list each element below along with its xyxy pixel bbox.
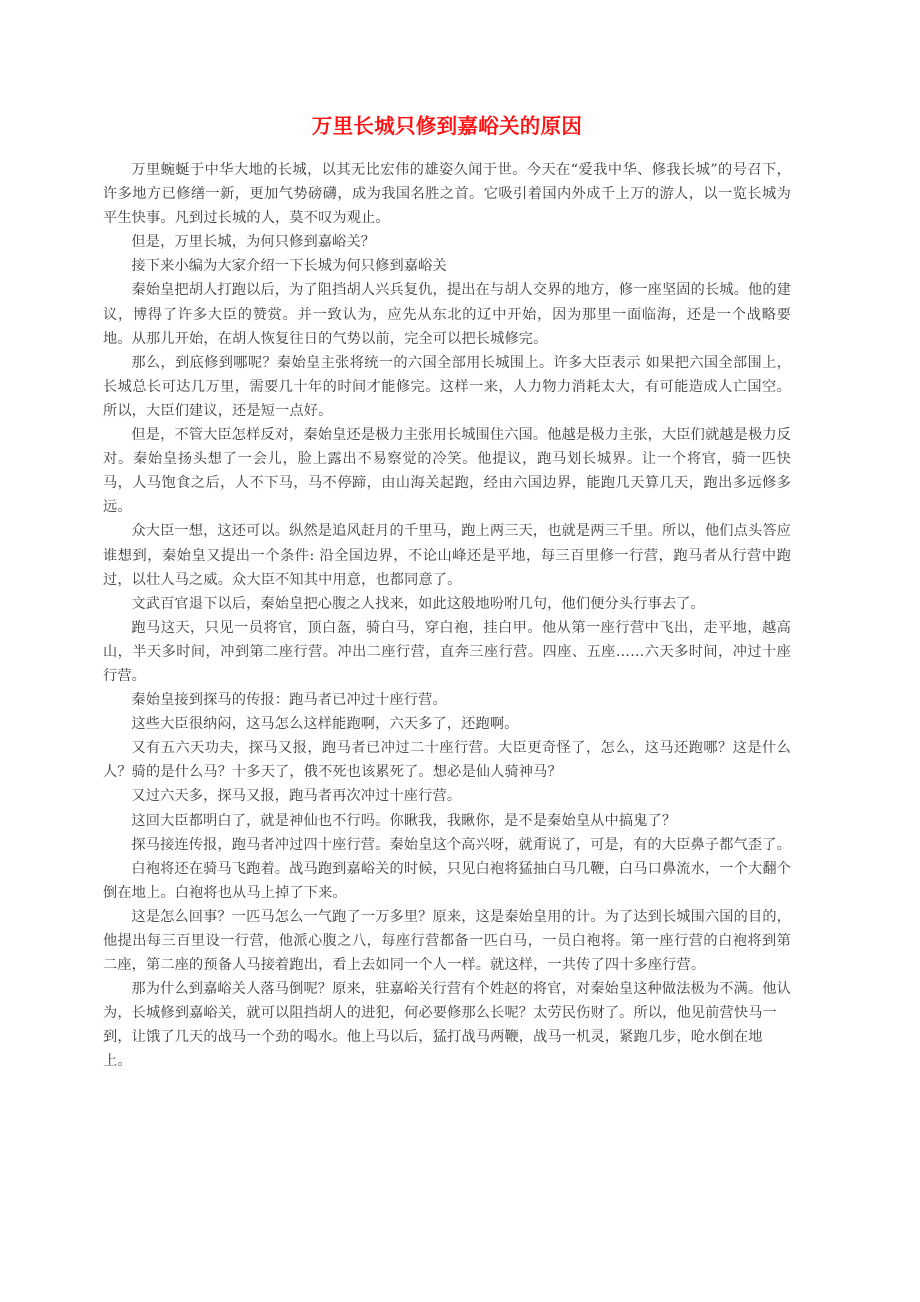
- paragraph: 白袍将还在骑马飞跑着。战马跑到嘉峪关的时候，只见白袍将猛抽白马几鞭，白马口鼻流水，一个大翻个倒在地上。白袍将也从马上掉了下来。: [103, 860, 791, 901]
- paragraph: 万里蜿蜒于中华大地的长城，以其无比宏伟的雄姿久闻于世。今天在“爱我中华、修我长城”的号召下，许多地方已修缮一新，更加气势磅礴，成为我国名胜之首。它吸引着国内外成千上万的游人，以一览长城为平生快事。凡到过长城的人，莫不叹为观止。: [103, 162, 791, 227]
- page-title: 万里长城只修到嘉峪关的原因: [311, 114, 583, 138]
- paragraph: 接下来小编为大家介绍一下长城为何只修到嘉峪关: [131, 258, 447, 275]
- paragraph: 那为什么到嘉峪关人落马倒呢？原来，驻嘉峪关行营有个姓赵的将官，对秦始皇这种做法极为不满。他认为，长城修到嘉峪关，就可以阻挡胡人的进犯，何必要修那么长呢？太劳民伤财了。所以，他见前营快马一到，让饿了几天的战马一个劲的喝水。他上马以后，猛打战马两鞭，战马一机灵，紧跑几步，呛水倒在地上。: [103, 981, 791, 1070]
- document-body: [103, 0, 791, 1074]
- paragraph: 又过六天多，探马又报，跑马者再次冲过十座行营。: [131, 788, 462, 805]
- paragraph: 又有五六天功夫，探马又报，跑马者已冲过二十座行营。大臣更奇怪了，怎么，这马还跑哪？这是什么人？骑的是什么马？十多天了，俄不死也该累死了。想必是仙人骑神马？: [103, 740, 791, 781]
- paragraph: 文武百官退下以后，秦始皇把心腹之人找来，如此这般地吩咐几句，他们便分头行事去了。: [131, 595, 705, 612]
- paragraph: 探马接连传报，跑马者冲过四十座行营。秦始皇这个高兴呀，就甭说了，可是，有的大臣鼻子都气歪了。: [131, 836, 791, 853]
- paragraph: 但是，万里长城，为何只修到嘉峪关？: [131, 234, 376, 251]
- paragraph: 这些大臣很纳闷，这马怎么这样能跑啊，六天多了，还跑啊。: [131, 716, 519, 733]
- paragraph: 秦始皇接到探马的传报：跑马者已冲过十座行营。: [131, 692, 447, 709]
- paragraph: 那么，到底修到哪呢？秦始皇主张将统一的六国全部用长城围上。许多大臣表示 如果把六国全部围上，长城总长可达几万里，需要几十年的时间才能修完。这样一来，人力物力消耗太大，有可能造成人亡国空。所以，大臣们建议，还是短一点好。: [103, 354, 791, 419]
- article-content: [103, 158, 791, 1074]
- paragraph: 众大臣一想，这还可以。纵然是追风赶月的千里马，跑上两三天，也就是两三千里。所以，他们点头答应谁想到，秦始皇又提出一个条件: 沿全国边界，不论山峰还是平地，每三百里修一行营，跑马者从行营中跑过，以壮人马之威。众大臣不知其中用意，也都同意了。: [103, 523, 791, 588]
- paragraph: 秦始皇把胡人打跑以后，为了阻挡胡人兴兵复仇，提出在与胡人交界的地方，修一座坚固的长城。他的建议，博得了许多大臣的赞赏。并一致认为，应先从东北的辽中开始，因为那里一面临海，还是一个战略要地。从那儿开始，在胡人恢复往日的气势以前，完全可以把长城修完。: [103, 282, 791, 347]
- paragraph: 但是，不管大臣怎样反对，秦始皇还是极力主张用长城围住六国。他越是极力主张，大臣们就越是极力反对。秦始皇扬头想了一会儿，脸上露出不易察觉的冷笑。他提议，跑马划长城界。让一个将官，骑一匹快马，人马饱食之后，人不下马，马不停蹄，由山海关起跑，经由六国边界，能跑几天算几天，跑出多远修多远。: [103, 427, 791, 516]
- paragraph: 跑马这天，只见一员将官，顶白盔，骑白马，穿白袍，挂白甲。他从第一座行营中飞出，走平地，越高山，半天多时间，冲到第二座行营。冲出二座行营，直奔三座行营。四座、五座……六天多时间，冲过十座行营。: [103, 619, 791, 684]
- paragraph: 这回大臣都明白了，就是神仙也不行吗。你瞅我，我瞅你，是不是秦始皇从中搞鬼了？: [131, 812, 677, 829]
- paragraph: 这是怎么回事？一匹马怎么一气跑了一万多里？原来，这是秦始皇用的计。为了达到长城围六国的目的，他提出每三百里设一行营，他派心腹之八，每座行营都备一匹白马，一员白袍将。第一座行营的白袍将到第二座，第二座的预备人马接着跑出，看上去如同一个人一样。就这样，一共传了四十多座行营。: [103, 908, 791, 974]
